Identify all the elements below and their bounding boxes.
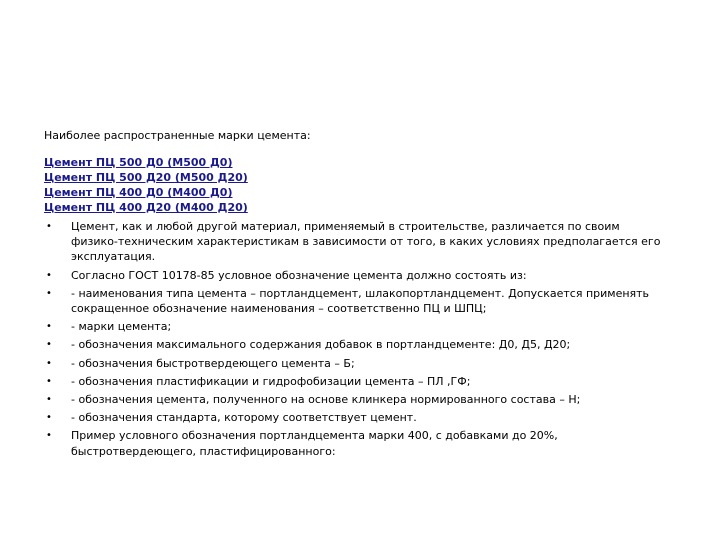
- bullet-text: - обозначения пластификации и гидрофобизации цемента – ПЛ ,ГФ;: [71, 374, 471, 388]
- bullet-icon: •: [46, 221, 52, 232]
- bullet-icon: •: [46, 339, 52, 351]
- bullet-text: - обозначения максимального содержания добавок в портландцементе: Д0, Д5, Д20;: [71, 338, 571, 352]
- bullet-icon: •: [46, 321, 52, 333]
- page-title: Наиболее распространенные марки цемента:: [44, 129, 311, 142]
- bullet-item: [44, 410, 664, 425]
- bullet-text: Цемент, как и любой другой материал, применяемый в строительстве, различается по своим физико-техническим характеристикам в зависимости от того, в каких условиях предполагается его эксплуатация.: [71, 220, 661, 264]
- bullet-text: - наименования типа цемента – портландцемент, шлакопортландцемент. Допускается применять сокращенное обозначение наименования – соответственно ПЦ и ШПЦ;: [71, 286, 650, 316]
- cement-link-pc500-d0[interactable]: Цемент ПЦ 500 Д0 (М500 Д0): [44, 156, 233, 169]
- bullet-item: [44, 374, 664, 389]
- bullet-text: - обозначения быстротвердеющего цемента – Б;: [71, 356, 355, 370]
- bullet-icon: •: [46, 287, 52, 299]
- bullet-item: [44, 219, 664, 265]
- list-item: [44, 200, 248, 215]
- bullet-item: [44, 356, 664, 371]
- bullet-item: [44, 337, 664, 352]
- bullet-item: [44, 268, 664, 283]
- bullet-list: [44, 219, 664, 462]
- list-item: [44, 155, 248, 170]
- cement-link-pc400-d0[interactable]: Цемент ПЦ 400 Д0 (М400 Д0): [44, 186, 233, 199]
- bullet-icon: •: [46, 375, 52, 387]
- bullet-text: Пример условного обозначения портландцемента марки 400, с добавками до 20%, быстротвердеющего, пластифицированного:: [71, 429, 558, 458]
- bullet-text: - обозначения цемента, полученного на основе клинкера нормированного состава – Н;: [71, 393, 581, 407]
- list-item: [44, 185, 248, 200]
- list-item: [44, 170, 248, 185]
- bullet-icon: •: [46, 412, 52, 424]
- bullet-item: [44, 319, 664, 334]
- bullet-icon: •: [46, 430, 52, 442]
- bullet-item: [44, 286, 664, 316]
- cement-link-pc400-d20[interactable]: Цемент ПЦ 400 Д20 (М400 Д20): [44, 201, 248, 214]
- bullet-item: [44, 392, 664, 407]
- cement-links-list: [44, 155, 248, 215]
- bullet-text: Согласно ГОСТ 10178-85 условное обозначение цемента должно состоять из:: [71, 268, 527, 282]
- bullet-icon: •: [46, 357, 52, 369]
- bullet-text: - марки цемента;: [71, 320, 172, 334]
- bullet-icon: •: [46, 269, 52, 281]
- bullet-text: - обозначения стандарта, которому соответствует цемент.: [71, 411, 417, 425]
- cement-link-pc500-d20[interactable]: Цемент ПЦ 500 Д20 (М500 Д20): [44, 171, 248, 184]
- bullet-icon: •: [46, 394, 52, 406]
- bullet-item: [44, 428, 664, 458]
